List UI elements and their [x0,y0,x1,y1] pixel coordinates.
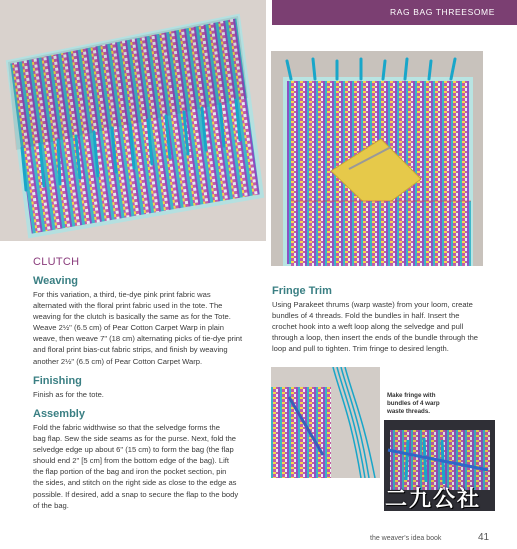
fringe-line: loop and pull to tighten. Trim fringe to desired length. [272,344,449,354]
weaving-line: weaving for the clutch is basically the same as for the Tote. [33,312,231,322]
clutch-photo [0,0,266,241]
weaving-heading: Weaving [33,275,79,287]
assembly-heading: Assembly [33,408,85,420]
thrums-photo [271,367,380,478]
clutch-heading: CLUTCH [33,256,80,268]
weaving-line: Weave 2½" (6.5 cm) of Pear Cotton Carpet Warp in plain [33,323,224,333]
fringe-line: through a loop, then insert the ends of the bundle through the [272,333,479,343]
photo-caption [387,392,457,416]
fringe-trim-body [272,299,506,354]
bag-with-purse-photo [271,51,483,266]
fringe-trim-heading: Fringe Trim [272,285,332,297]
finishing-body [33,389,265,400]
weaving-line: and floral print bias-cut fabric strips, and finish by weaving [33,345,228,355]
assembly-line: possible. If desired, add a snap to secure the flap to the body [33,489,239,499]
assembly-line: bag flap. Sew the side seams as for the purse. Next, fold the [33,434,237,444]
caption-line: Make fringe with [387,392,436,399]
assembly-line: selvedge edge up about 6" (15 cm) to form the bag (the flap [33,445,234,455]
assembly-line: Fold the fabric widthwise so that the selvedge forms the [33,423,220,432]
header-bar [272,0,517,25]
weaving-line: another 2½" (6.5 cm) of Pear Cotton Carpet Warp. [33,356,203,366]
assembly-body [33,422,265,511]
assembly-line: should end 2" [5 cm] from the bottom edge of the bag). Lift [33,456,230,466]
fringe-line: crochet hook into a weft loop along the selvedge and pull [272,322,464,332]
assembly-line: of the bag. [33,500,69,510]
assembly-line: the sides, and stitch on the right side as close to the edge as [33,478,237,488]
caption-line: waste threads. [387,408,430,415]
caption-line: bundles of 4 warp [387,400,440,407]
woven-bag-image [271,51,483,266]
fringe-line: bundles of 4 threads. Fold the bundles in half. Insert the [272,311,460,321]
finishing-line: Finish as for the tote. [33,390,104,399]
weaving-body [33,289,265,367]
section-title: RAG BAG THREESOME [390,7,495,17]
page-number: 41 [478,532,490,543]
weaving-line: For this variation, a third, tie-dye pink print fabric was [33,290,211,299]
weaving-line: alternated with the floral print fabric used in the tote. The [33,301,223,311]
watermark-text: 二九公社 [385,487,482,512]
woven-clutch-image [0,0,266,241]
assembly-line: the flap portion of the bag and iron the pocket section, pin [33,467,227,477]
weaving-line: weave, then weave 7" (18 cm) alternating picks of tie-dye print [33,334,243,344]
finishing-heading: Finishing [33,375,82,387]
footer-book-title: the weaver's idea book [370,535,442,542]
fringe-line: Using Parakeet thrums (warp waste) from your loom, create [272,300,473,309]
thrums-image [271,367,380,478]
